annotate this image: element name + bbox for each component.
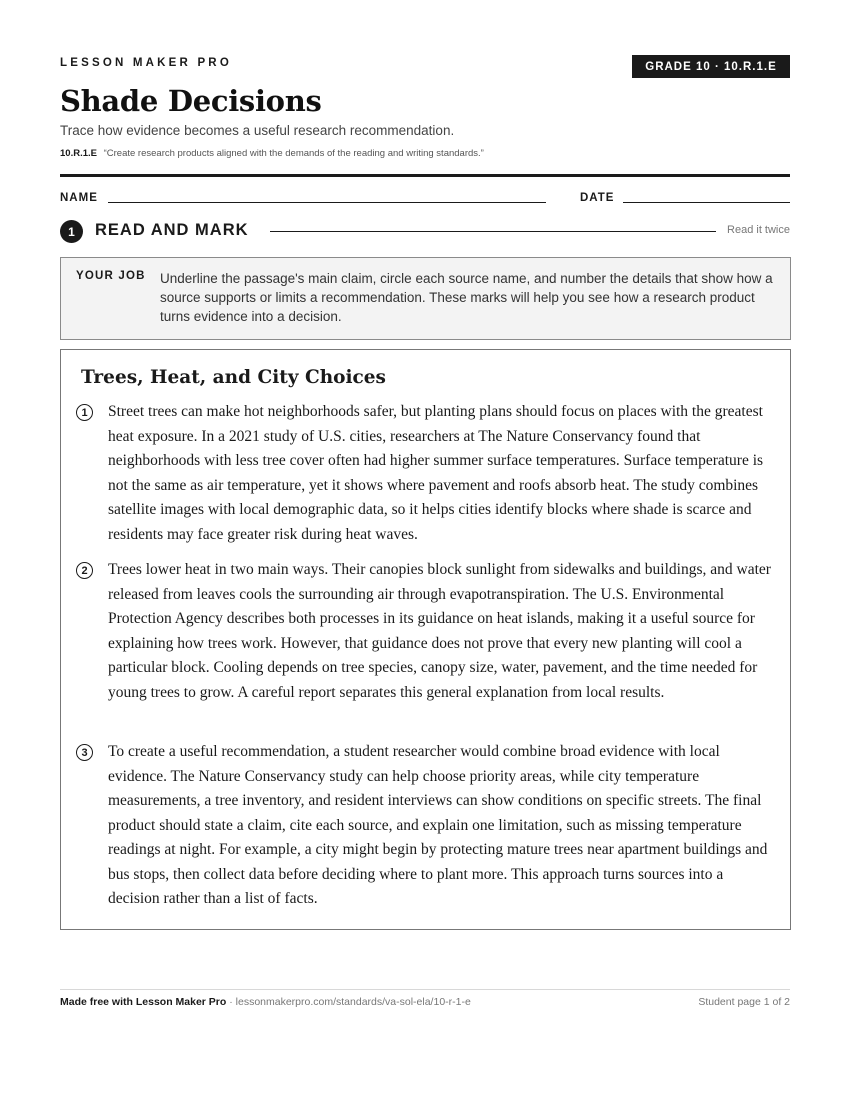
passage-paragraph-2: Trees lower heat in two main ways. Their canopies block sunlight from sidewalks and buildings, and water released from leaves cools the surrounding air through evapotranspiration. The U.S. Environmental Protection Agency describes both processes in its guidance on heat islands, making it a useful source for explaining how trees work. However, that guidance does not prove that every new planting will cool a particular block. Cooling depends on tree species, canopy size, water, pavement, and the time needed for young trees to grow. A careful report separates this general explanation from local results.: [108, 561, 771, 701]
footer-url[interactable]: · lessonmakerpro.com/standards/va-sol-ela/10-r-1-e: [226, 996, 471, 1008]
passage-paragraph-1: Street trees can make hot neighborhoods safer, but planting plans should focus on places with the greatest heat exposure. In a 2021 study of U.S. cities, researchers at The Nature Conservancy found that neighborhoods with less tree cover often had higher summer surface temperatures. Surface temperature is not the same as air temperature, yet it shows where pavement and roofs absorb heat. The study combines satellite images with local demographic data, so it helps cities identify blocks where shade is scarce and residents may face greater risk during heat waves.: [108, 403, 764, 543]
passage-title: Trees, Heat, and City Choices: [81, 367, 386, 388]
job-box: [60, 257, 791, 340]
footer-brand: Made free with Lesson Maker Pro: [60, 996, 227, 1008]
standard-line: [60, 148, 484, 159]
section-title: READ AND MARK: [95, 221, 249, 239]
job-label: YOUR JOB: [76, 270, 146, 282]
section-number-badge: 1: [60, 220, 83, 243]
page-title: Shade Decisions: [60, 84, 322, 118]
footer-page-number: Student page 1 of 2: [698, 996, 790, 1008]
passage-paragraph-3: To create a useful recommendation, a student researcher would combine broad evidence with local evidence. The Nature Conservancy study can help choose priority areas, while city temperature measurements, a tree inventory, and resident interviews can show conditions on specific streets. The final product should state a claim, cite each source, and explain one limitation, such as missing temperature readings at night. For example, a city might begin by protecting mature trees near apartment buildings and bus stops, then collect data before deciding where to plant more. This approach turns sources into a decision rather than a list of facts.: [108, 743, 768, 907]
standard-code: 10.R.1.E: [60, 148, 97, 159]
grade-badge: GRADE 10 · 10.R.1.E: [632, 55, 790, 78]
footer-divider: [60, 989, 790, 990]
footer-credit: [60, 996, 471, 1008]
header-divider: [60, 174, 790, 177]
paragraph-number-2: 2: [76, 562, 93, 579]
paragraph-number-3: 3: [76, 744, 93, 761]
passage-box: [60, 349, 791, 930]
job-instructions: Underline the passage's main claim, circle each source name, and number the details that show how a source supports or limits a recommendation. These marks will help you see how a research product turns evidence into a decision.: [160, 271, 773, 324]
section-note: Read it twice: [727, 224, 790, 236]
page-subtitle: Trace how evidence becomes a useful research recommendation.: [60, 123, 455, 138]
name-field-line[interactable]: [108, 202, 546, 203]
name-label: NAME: [60, 192, 98, 204]
paragraph-number-1: 1: [76, 404, 93, 421]
section-divider: [270, 231, 716, 232]
date-field-line[interactable]: [623, 202, 790, 203]
date-label: DATE: [580, 192, 615, 204]
brand-label: LESSON MAKER PRO: [60, 57, 232, 69]
standard-text: “Create research products aligned with the demands of the reading and writing standards.”: [103, 148, 484, 159]
